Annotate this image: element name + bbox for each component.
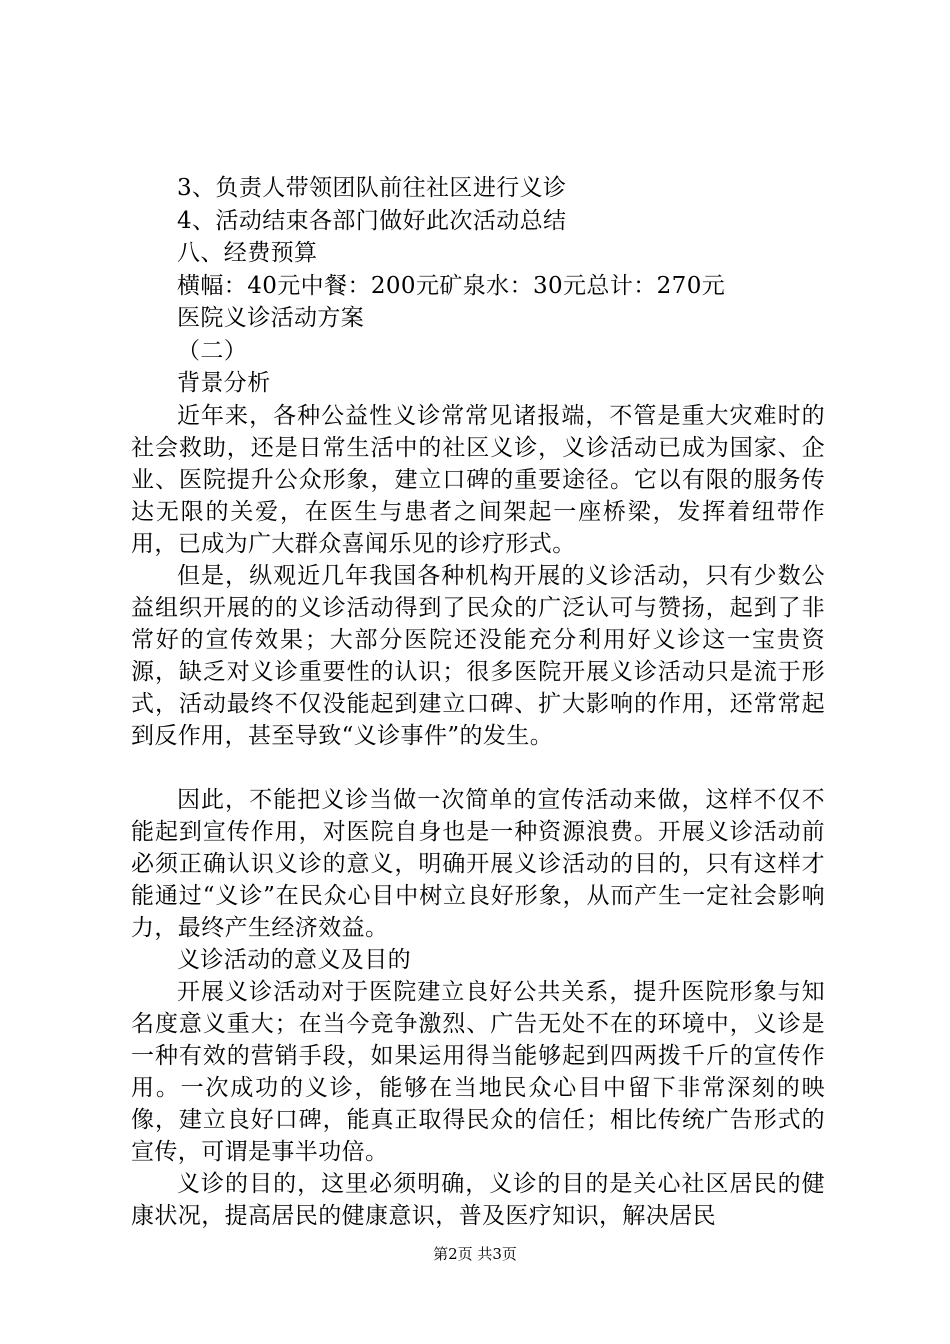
page-number: 第2页 共3页 [433,1245,517,1263]
budget-line: 横幅：40元中餐：200元矿泉水：30元总计：270元 [177,272,726,299]
document-title: 医院义诊活动方案 [177,305,365,331]
document-body [131,172,825,1232]
paragraph: 近年来，各种公益性义诊常常见诸报端，不管是重大灾难时的社会救助，还是日常生活中的社区义诊，义诊活动已成为国家、企业、医院提升公众形象，建立口碑的重要途径。它以有限的服务传达无限的关爱，在医生与患者之间架起一座桥梁，发挥着纽带作用，已成为广大群众喜闻乐见的诊疗形式。 [131,402,825,557]
section-heading: 背景分析 [177,370,271,396]
section-number: （二） [177,337,248,364]
paragraph: 义诊的目的，这里必须明确，义诊的目的是关心社区居民的健康状况，提高居民的健康意识，普及医疗知识，解决居民 [131,1171,825,1229]
paragraph: 开展义诊活动对于医院建立良好公共关系，提升医院形象与知名度意义重大；在当今竞争激烈、广告无处不在的环境中，义诊是一种有效的营销手段，如果运用得当能够起到四两拨千斤的宣传作用。一次成功的义诊，能够在当地民众心目中留下非常深刻的映像，建立良好口碑，能真正取得民众的信任；相比传统广告形式的宣传，可谓是事半功倍。 [131,979,825,1165]
paragraph: 因此，不能把义诊当做一次简单的宣传活动来做，这样不仅不能起到宣传作用，对医院自身也是一种资源浪费。开展义诊活动前必须正确认识义诊的意义，明确开展义诊活动的目的，只有这样才能通过“义诊”在民众心目中树立良好形象，从而产生一定社会影响力，最终产生经济效益。 [131,786,825,941]
paragraph: 但是，纵观近几年我国各种机构开展的义诊活动，只有少数公益组织开展的的义诊活动得到了民众的广泛认可与赞扬，起到了非常好的宣传效果；大部分医院还没能充分利用好义诊这一宝贵资源，缺乏对义诊重要性的认识；很多医院开展义诊活动只是流于形式，活动最终不仅没能起到建立口碑、扩大影响的作用，还常常起到反作用，甚至导致“义诊事件”的发生。 [131,562,825,749]
section-heading: 八、经费预算 [177,240,318,266]
list-item: 4、活动结束各部门做好此次活动总结 [177,207,567,234]
list-item: 3、负责人带领团队前往社区进行义诊 [177,175,567,201]
section-heading: 义诊活动的意义及目的 [177,946,411,973]
